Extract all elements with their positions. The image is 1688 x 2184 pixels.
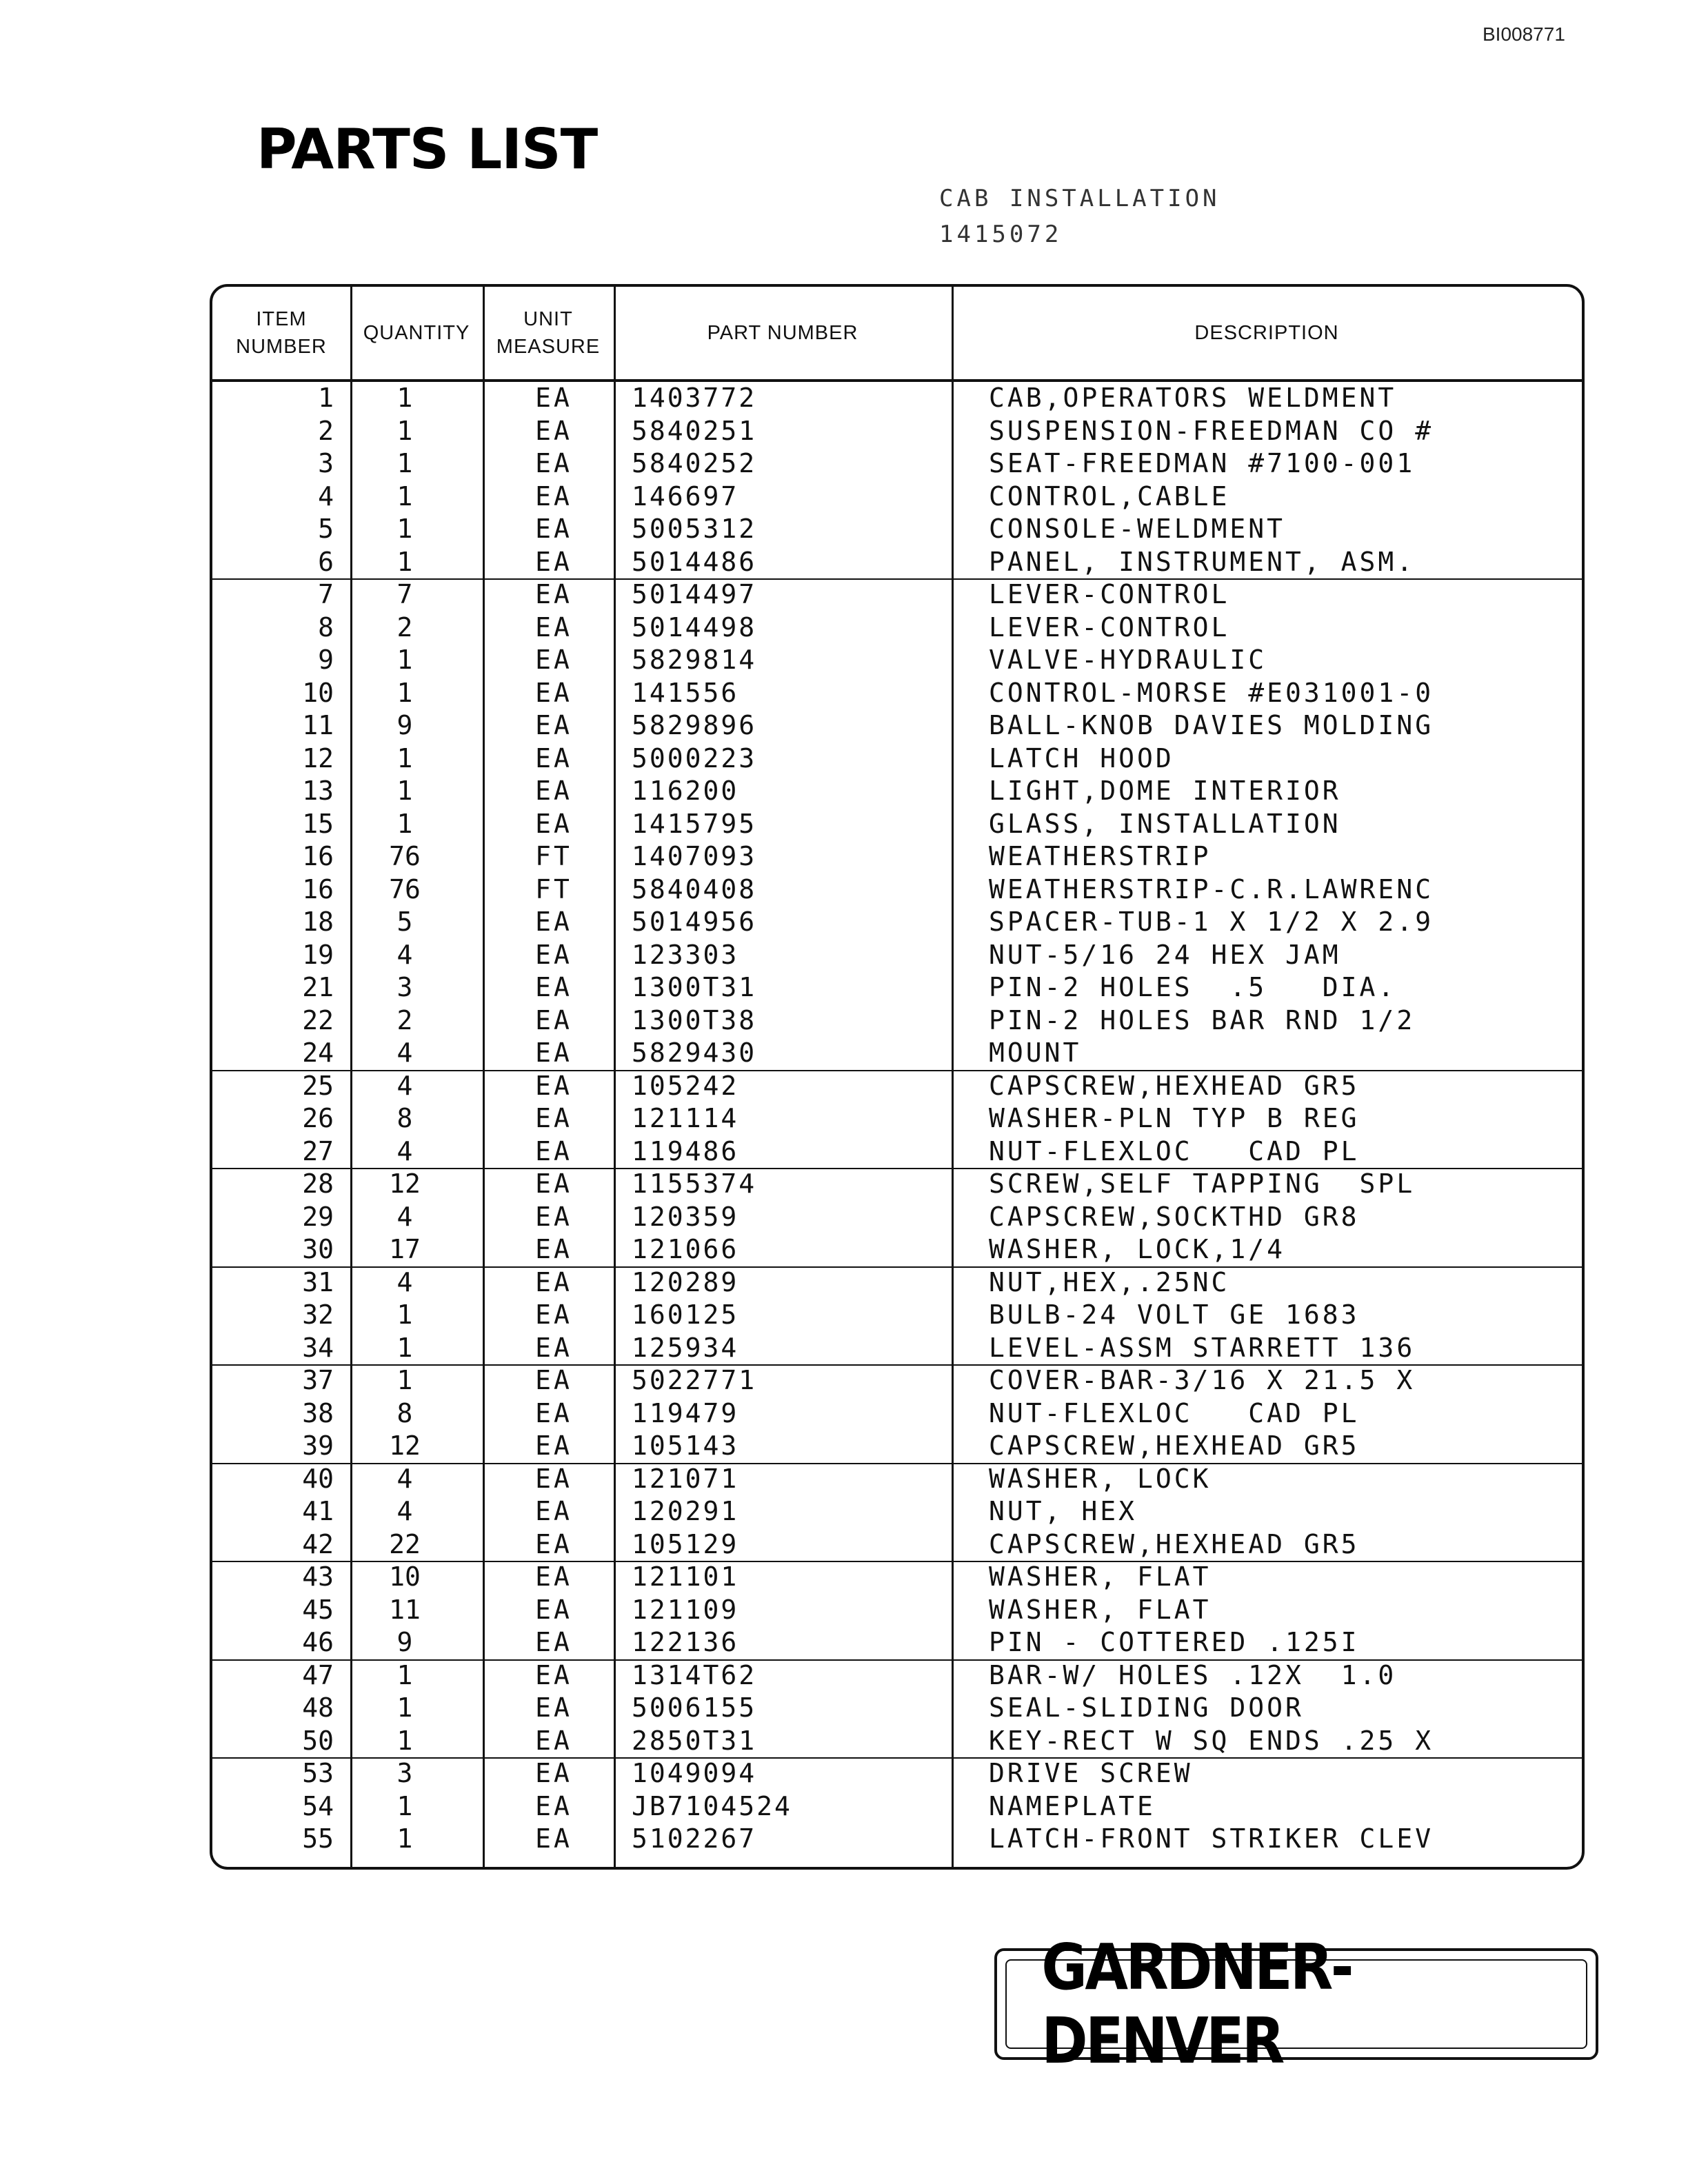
quantity-cell: 1 [396, 1725, 413, 1756]
quantity-cell: 1 [396, 383, 413, 413]
part-number-cell: 120291 [632, 1496, 739, 1526]
unit-measure-cell: EA [535, 1659, 572, 1690]
part-number-cell: 1314T62 [632, 1659, 757, 1690]
unit-measure-cell: EA [535, 1135, 572, 1166]
part-number-cell: 1415795 [632, 808, 757, 839]
unit-measure-cell: EA [535, 907, 572, 937]
item-number-cell: 40 [302, 1463, 334, 1494]
quantity-cell: 1 [396, 1300, 413, 1330]
table-row [212, 939, 1582, 972]
unit-measure-cell: EA [535, 1365, 572, 1395]
table-row [212, 1594, 1582, 1627]
table-row [212, 481, 1582, 514]
description-cell: PIN-2 HOLES .5 DIA. [989, 972, 1397, 1002]
item-number-cell: 21 [302, 972, 334, 1002]
item-number-cell: 50 [302, 1725, 334, 1756]
part-number-cell: JB7104524 [632, 1790, 792, 1821]
unit-measure-cell: EA [535, 1528, 572, 1559]
part-number-cell: 5014497 [632, 579, 757, 609]
item-number-cell: 28 [302, 1169, 334, 1199]
quantity-cell: 1 [396, 776, 413, 806]
table-row [212, 1725, 1582, 1759]
table-row [212, 709, 1582, 742]
description-cell: SUSPENSION-FREEDMAN CO # [989, 415, 1434, 446]
description-cell: CONTROL,CABLE [989, 481, 1230, 512]
unit-measure-cell: EA [535, 1430, 572, 1461]
description-cell: LATCH HOOD [989, 742, 1174, 774]
quantity-cell: 4 [396, 1038, 413, 1068]
part-number-cell: 5022771 [632, 1365, 757, 1395]
part-number-cell: 5005312 [632, 514, 757, 544]
unit-measure-cell: EA [535, 1594, 572, 1625]
table-row [212, 1299, 1582, 1332]
table-row [212, 1233, 1582, 1268]
quantity-cell: 4 [396, 939, 413, 970]
table-row [212, 1332, 1582, 1366]
item-number-cell: 53 [302, 1758, 334, 1788]
description-cell: SEAT-FREEDMAN #7100-001 [989, 448, 1416, 478]
table-row [212, 1790, 1582, 1823]
quantity-cell: 3 [396, 972, 413, 1002]
description-cell: LEVER-CONTROL [989, 579, 1230, 609]
description-cell: CAPSCREW,HEXHEAD GR5 [989, 1070, 1360, 1101]
table-row [212, 1168, 1582, 1201]
table-row [212, 611, 1582, 645]
quantity-cell: 4 [396, 1496, 413, 1526]
quantity-cell: 4 [396, 1266, 413, 1297]
description-cell: SEAL-SLIDING DOOR [989, 1692, 1304, 1723]
quantity-cell: 1 [396, 1659, 413, 1690]
description-cell: BAR-W/ HOLES .12X 1.0 [989, 1659, 1397, 1690]
part-number-cell: 120289 [632, 1266, 739, 1297]
description-cell: SPACER-TUB-1 X 1/2 X 2.9 [989, 907, 1434, 937]
quantity-cell: 3 [396, 1758, 413, 1788]
gardner-denver-logo [994, 1930, 1598, 2078]
quantity-cell: 22 [389, 1528, 421, 1559]
part-number-cell: 5840252 [632, 448, 757, 478]
part-number-cell: 5014956 [632, 907, 757, 937]
table-row [212, 578, 1582, 611]
part-number-cell: 116200 [632, 776, 739, 806]
item-number-cell: 39 [302, 1430, 334, 1461]
description-cell: VALVE-HYDRAULIC [989, 645, 1267, 675]
part-number-cell: 2850T31 [632, 1725, 757, 1756]
unit-measure-cell: EA [535, 383, 572, 413]
quantity-cell: 4 [396, 1135, 413, 1166]
description-cell: LEVEL-ASSM STARRETT 136 [989, 1332, 1416, 1363]
table-row [212, 415, 1582, 448]
unit-measure-cell: EA [535, 1561, 572, 1592]
item-number-cell: 1 [318, 383, 334, 413]
quantity-cell: 1 [396, 677, 413, 708]
description-cell: LATCH-FRONT STRIKER CLEV [989, 1823, 1434, 1854]
table-row [212, 873, 1582, 907]
part-number-cell: 119486 [632, 1135, 739, 1166]
table-row [212, 906, 1582, 939]
description-cell: NUT-FLEXLOC CAD PL [989, 1397, 1360, 1428]
table-row [212, 1004, 1582, 1038]
parts-table [210, 284, 1585, 1870]
part-number-cell: 5829814 [632, 645, 757, 675]
brand-name: GARDNER-DENVER [1041, 1930, 1352, 2078]
quantity-cell: 4 [396, 1070, 413, 1101]
part-number-cell: 105242 [632, 1070, 739, 1101]
description-cell: NUT-FLEXLOC CAD PL [989, 1135, 1360, 1166]
item-number-cell: 18 [302, 907, 334, 937]
table-row [212, 677, 1582, 710]
quantity-cell: 1 [396, 546, 413, 577]
quantity-cell: 4 [396, 1201, 413, 1232]
table-row [212, 382, 1582, 415]
table-row [212, 1397, 1582, 1430]
unit-measure-cell: EA [535, 1692, 572, 1723]
quantity-cell: 12 [389, 1430, 421, 1461]
item-number-cell: 34 [302, 1332, 334, 1363]
unit-measure-cell: EA [535, 1169, 572, 1199]
part-number-cell: 1049094 [632, 1758, 757, 1788]
header-quantity: QUANTITY [363, 322, 470, 344]
table-row [212, 1430, 1582, 1464]
description-cell: KEY-RECT W SQ ENDS .25 X [989, 1725, 1434, 1756]
description-cell: NUT, HEX [989, 1496, 1138, 1526]
table-row [212, 1692, 1582, 1725]
quantity-cell: 1 [396, 1790, 413, 1821]
table-row [212, 1135, 1582, 1170]
assembly-name: CAB INSTALLATION [939, 185, 1220, 212]
table-row [212, 1626, 1582, 1661]
part-number-cell: 5840251 [632, 415, 757, 446]
quantity-cell: 7 [396, 579, 413, 609]
item-number-cell: 25 [302, 1070, 334, 1101]
part-number-cell: 5014486 [632, 546, 757, 577]
quantity-cell: 9 [396, 710, 413, 740]
quantity-cell: 8 [396, 1103, 413, 1133]
part-number-cell: 5829430 [632, 1038, 757, 1068]
description-cell: WASHER-PLN TYP B REG [989, 1103, 1360, 1133]
description-cell: CONTROL-MORSE #E031001-0 [989, 677, 1434, 708]
unit-measure-cell: EA [535, 579, 572, 609]
quantity-cell: 1 [396, 1692, 413, 1723]
item-number-cell: 45 [302, 1594, 334, 1625]
unit-measure-cell: EA [535, 546, 572, 577]
description-cell: WASHER, FLAT [989, 1594, 1212, 1625]
description-cell: PANEL, INSTRUMENT, ASM. [989, 546, 1416, 577]
item-number-cell: 6 [318, 546, 334, 577]
table-row [212, 840, 1582, 873]
unit-measure-cell: EA [535, 776, 572, 806]
unit-measure-cell: EA [535, 808, 572, 839]
table-row [212, 1659, 1582, 1692]
item-number-cell: 15 [302, 808, 334, 839]
part-number-cell: 123303 [632, 939, 739, 970]
part-number-cell: 105129 [632, 1528, 739, 1559]
table-row [212, 1463, 1582, 1496]
description-cell: WEATHERSTRIP [989, 841, 1212, 871]
unit-measure-cell: EA [535, 1332, 572, 1363]
unit-measure-cell: EA [535, 611, 572, 643]
item-number-cell: 19 [302, 939, 334, 970]
item-number-cell: 11 [302, 710, 334, 740]
unit-measure-cell: FT [535, 873, 572, 904]
quantity-cell: 1 [396, 481, 413, 512]
unit-measure-cell: EA [535, 448, 572, 478]
item-number-cell: 7 [318, 579, 334, 609]
unit-measure-cell: EA [535, 1070, 572, 1101]
description-cell: CAPSCREW,HEXHEAD GR5 [989, 1430, 1360, 1461]
item-number-cell: 43 [302, 1561, 334, 1592]
quantity-cell: 9 [396, 1627, 413, 1657]
table-row [212, 971, 1582, 1004]
description-cell: CAPSCREW,HEXHEAD GR5 [989, 1528, 1360, 1559]
description-cell: BALL-KNOB DAVIES MOLDING [989, 710, 1434, 740]
unit-measure-cell: EA [535, 1463, 572, 1494]
part-number-cell: 105143 [632, 1430, 739, 1461]
item-number-cell: 27 [302, 1135, 334, 1166]
logo-frame [1005, 1930, 1587, 2078]
unit-measure-cell: EA [535, 1823, 572, 1854]
quantity-cell: 1 [396, 1365, 413, 1395]
quantity-cell: 8 [396, 1397, 413, 1428]
item-number-cell: 24 [302, 1038, 334, 1068]
quantity-cell: 1 [396, 1823, 413, 1854]
quantity-cell: 1 [396, 645, 413, 675]
table-row [212, 1102, 1582, 1135]
quantity-cell: 1 [396, 1332, 413, 1363]
quantity-cell: 76 [389, 841, 421, 871]
table-header [212, 287, 1582, 382]
quantity-cell: 4 [396, 1463, 413, 1494]
unit-measure-cell: EA [535, 481, 572, 512]
unit-measure-cell: EA [535, 1234, 572, 1264]
description-cell: LEVER-CONTROL [989, 611, 1230, 643]
assembly-number: 1415072 [939, 221, 1063, 248]
header-description: DESCRIPTION [1194, 322, 1339, 344]
part-number-cell: 5006155 [632, 1692, 757, 1723]
unit-measure-cell: EA [535, 645, 572, 675]
description-cell: COVER-BAR-3/16 X 21.5 X [989, 1365, 1416, 1395]
quantity-cell: 5 [396, 907, 413, 937]
table-row [212, 1364, 1582, 1397]
unit-measure-cell: FT [535, 841, 572, 871]
part-number-cell: 5000223 [632, 742, 757, 774]
part-number-cell: 1300T38 [632, 1004, 757, 1035]
description-cell: CAPSCREW,SOCKTHD GR8 [989, 1201, 1360, 1232]
table-row [212, 1495, 1582, 1528]
unit-measure-cell: EA [535, 514, 572, 544]
item-number-cell: 38 [302, 1397, 334, 1428]
unit-measure-cell: EA [535, 1627, 572, 1657]
page-title: PARTS LIST [257, 117, 598, 181]
item-number-cell: 26 [302, 1103, 334, 1133]
part-number-cell: 1300T31 [632, 972, 757, 1002]
item-number-cell: 22 [302, 1004, 334, 1035]
description-cell: LIGHT,DOME INTERIOR [989, 776, 1341, 806]
description-cell: PIN - COTTERED .125I [989, 1627, 1360, 1657]
unit-measure-cell: EA [535, 1266, 572, 1297]
quantity-cell: 11 [389, 1594, 421, 1625]
item-number-cell: 13 [302, 776, 334, 806]
item-number-cell: 3 [318, 448, 334, 478]
table-row [212, 546, 1582, 580]
description-cell: WEATHERSTRIP-C.R.LAWRENC [989, 873, 1434, 904]
unit-measure-cell: EA [535, 1790, 572, 1821]
quantity-cell: 1 [396, 742, 413, 774]
unit-measure-cell: EA [535, 742, 572, 774]
unit-measure-cell: EA [535, 677, 572, 708]
item-number-cell: 41 [302, 1496, 334, 1526]
item-number-cell: 8 [318, 611, 334, 643]
table-row [212, 1070, 1582, 1103]
table-row [212, 1823, 1582, 1856]
item-number-cell: 10 [302, 677, 334, 708]
quantity-cell: 2 [396, 611, 413, 643]
unit-measure-cell: EA [535, 1496, 572, 1526]
quantity-cell: 10 [389, 1561, 421, 1592]
document-id: BI008771 [1483, 23, 1565, 45]
unit-measure-cell: EA [535, 972, 572, 1002]
unit-measure-cell: EA [535, 1038, 572, 1068]
table-row [212, 1757, 1582, 1790]
description-cell: WASHER, LOCK,1/4 [989, 1234, 1286, 1264]
description-cell: CONSOLE-WELDMENT [989, 514, 1286, 544]
table-row [212, 1201, 1582, 1234]
part-number-cell: 146697 [632, 481, 739, 512]
item-number-cell: 37 [302, 1365, 334, 1395]
unit-measure-cell: EA [535, 1397, 572, 1428]
part-number-cell: 121071 [632, 1463, 739, 1494]
description-cell: MOUNT [989, 1038, 1082, 1068]
quantity-cell: 2 [396, 1004, 413, 1035]
part-number-cell: 5014498 [632, 611, 757, 643]
item-number-cell: 5 [318, 514, 334, 544]
description-cell: CAB,OPERATORS WELDMENT [989, 383, 1397, 413]
description-cell: NAMEPLATE [989, 1790, 1156, 1821]
part-number-cell: 5102267 [632, 1823, 757, 1854]
description-cell: GLASS, INSTALLATION [989, 808, 1341, 839]
part-number-cell: 141556 [632, 677, 739, 708]
item-number-cell: 9 [318, 645, 334, 675]
part-number-cell: 120359 [632, 1201, 739, 1232]
quantity-cell: 1 [396, 514, 413, 544]
quantity-cell: 12 [389, 1169, 421, 1199]
quantity-cell: 76 [389, 873, 421, 904]
table-row [212, 1528, 1582, 1563]
part-number-cell: 121109 [632, 1594, 739, 1625]
table-row [212, 1037, 1582, 1071]
item-number-cell: 30 [302, 1234, 334, 1264]
description-cell: NUT-5/16 24 HEX JAM [989, 939, 1341, 970]
unit-measure-cell: EA [535, 1725, 572, 1756]
description-cell: SCREW,SELF TAPPING SPL [989, 1169, 1416, 1199]
unit-measure-cell: EA [535, 415, 572, 446]
part-number-cell: 119479 [632, 1397, 739, 1428]
description-cell: WASHER, FLAT [989, 1561, 1212, 1592]
unit-measure-cell: EA [535, 1201, 572, 1232]
quantity-cell: 1 [396, 448, 413, 478]
table-row [212, 775, 1582, 808]
description-cell: WASHER, LOCK [989, 1463, 1212, 1494]
unit-measure-cell: EA [535, 1103, 572, 1133]
description-cell: PIN-2 HOLES BAR RND 1/2 [989, 1004, 1416, 1035]
item-number-cell: 31 [302, 1266, 334, 1297]
item-number-cell: 42 [302, 1528, 334, 1559]
quantity-cell: 17 [389, 1234, 421, 1264]
item-number-cell: 54 [302, 1790, 334, 1821]
description-cell: BULB-24 VOLT GE 1683 [989, 1300, 1360, 1330]
item-number-cell: 48 [302, 1692, 334, 1723]
assembly-subtitle [939, 181, 1220, 252]
item-number-cell: 29 [302, 1201, 334, 1232]
unit-measure-cell: EA [535, 710, 572, 740]
table-row [212, 1266, 1582, 1300]
part-number-cell: 122136 [632, 1627, 739, 1657]
table-row [212, 513, 1582, 546]
header-unit-measure: UNIT MEASURE [496, 308, 601, 358]
header-item-number: ITEM NUMBER [236, 308, 327, 358]
part-number-cell: 5840408 [632, 873, 757, 904]
unit-measure-cell: EA [535, 939, 572, 970]
unit-measure-cell: EA [535, 1300, 572, 1330]
table-row [212, 1561, 1582, 1594]
item-number-cell: 4 [318, 481, 334, 512]
part-number-cell: 1403772 [632, 383, 757, 413]
part-number-cell: 160125 [632, 1300, 739, 1330]
item-number-cell: 2 [318, 415, 334, 446]
unit-measure-cell: EA [535, 1004, 572, 1035]
item-number-cell: 16 [302, 841, 334, 871]
part-number-cell: 121114 [632, 1103, 739, 1133]
quantity-cell: 1 [396, 415, 413, 446]
part-number-cell: 125934 [632, 1332, 739, 1363]
quantity-cell: 1 [396, 808, 413, 839]
part-number-cell: 1155374 [632, 1169, 757, 1199]
item-number-cell: 55 [302, 1823, 334, 1854]
item-number-cell: 46 [302, 1627, 334, 1657]
item-number-cell: 47 [302, 1659, 334, 1690]
table-row [212, 742, 1582, 776]
part-number-cell: 121066 [632, 1234, 739, 1264]
unit-measure-cell: EA [535, 1758, 572, 1788]
item-number-cell: 16 [302, 873, 334, 904]
part-number-cell: 1407093 [632, 841, 757, 871]
item-number-cell: 12 [302, 742, 334, 774]
table-row [212, 447, 1582, 481]
table-row [212, 644, 1582, 677]
part-number-cell: 5829896 [632, 710, 757, 740]
description-cell: NUT,HEX,.25NC [989, 1266, 1230, 1297]
header-part-number: PART NUMBER [707, 322, 858, 344]
description-cell: DRIVE SCREW [989, 1758, 1193, 1788]
part-number-cell: 121101 [632, 1561, 739, 1592]
item-number-cell: 32 [302, 1300, 334, 1330]
table-row [212, 808, 1582, 841]
